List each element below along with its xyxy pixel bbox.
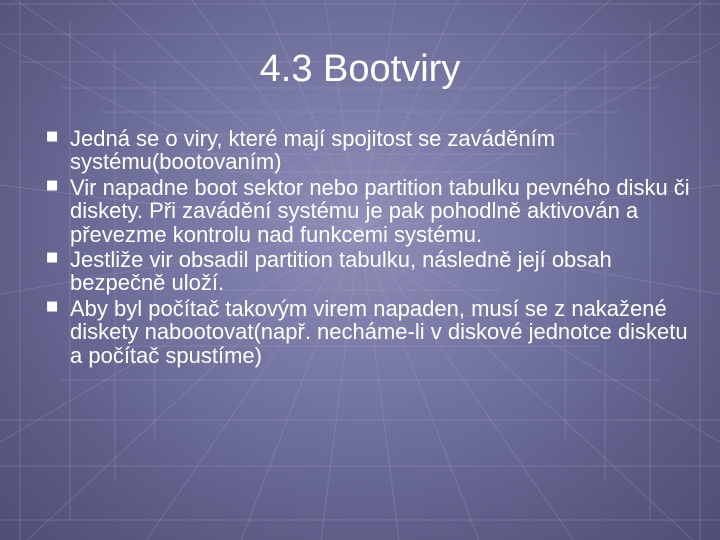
bullet-item — [45, 297, 695, 367]
bullet-item — [45, 176, 695, 246]
bullet-text: Jestliže vir obsadil partition tabulku, následně její obsah bezpečně uloží. — [70, 247, 612, 296]
bullet-text: Vir napadne boot sektor nebo partition tabulku pevného disku či diskety. Při zavádění systému je pak pohodlně aktivován a převezme kontrolu nad funkcemi systému. — [70, 174, 690, 247]
bullet-item — [45, 248, 695, 295]
bullet-text: Aby byl počítač takovým virem napaden, musí se z nakažené diskety nabootovat(např. necháme-li v diskové jednotce disketu a počítač spustíme) — [70, 295, 688, 368]
bullet-item — [45, 127, 695, 174]
slide-title: 4.3 Bootviry — [259, 48, 461, 90]
square-bullet-icon: ■ — [46, 298, 59, 314]
bullet-list — [45, 127, 695, 369]
square-bullet-icon: ■ — [46, 177, 59, 193]
square-bullet-icon: ■ — [46, 250, 59, 266]
square-bullet-icon: ■ — [46, 129, 59, 144]
bullet-text: Jedná se o viry, které mají spojitost se zaváděním systému(bootovaním) — [70, 126, 556, 175]
